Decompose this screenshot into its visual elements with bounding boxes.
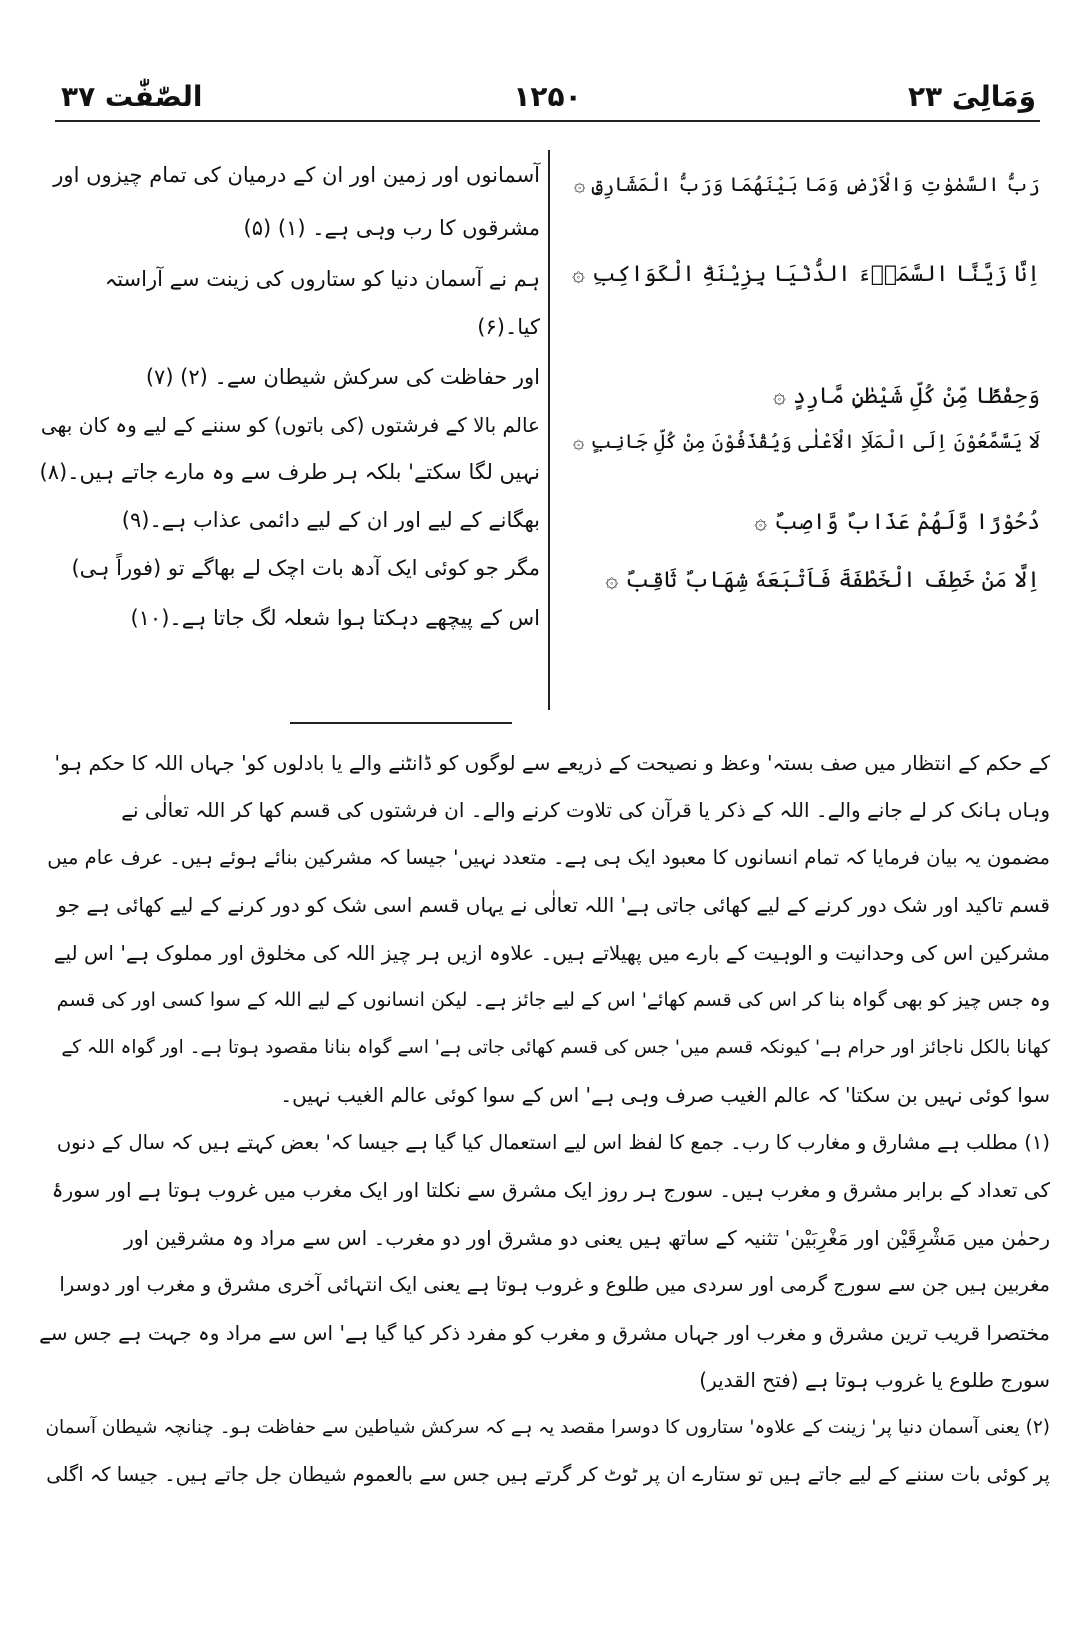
footnote-rule: [290, 722, 512, 724]
para-title: وَمَالِیَ ۲۳: [907, 80, 1036, 113]
translation-line: مشرقوں کا رب وہی ہے۔ (۱) (۵): [243, 216, 540, 240]
footnote-1-line: سورج طلوع یا غروب ہوتا ہے (فتح القدیر): [699, 1368, 1050, 1392]
footnote-1-line: رحمٰن میں مَشْرِقَیْن اور مَغْرِبَیْن' تثنیہ کے ساتھ ہیں یعنی دو مشرق اور دو مغرب۔ اس سے مراد وہ مشرقین اور: [124, 1226, 1050, 1250]
footnote-2-line: پر کوئی بات سننے کے لیے جاتے ہیں تو ستارے ان پر ٹوٹ کر گرتے ہیں جس سے بالعموم شیطان جل جاتے ہیں۔ جیسا کہ اگلی: [46, 1463, 1050, 1486]
translation-line: نہیں لگا سکتے' بلکہ ہر طرف سے وہ مارے جاتے ہیں۔(۸): [39, 460, 540, 484]
ayah-9: دُحُوْرًا وَّلَهُمْ عَذَابٌ وَّاصِبٌ ۞: [754, 510, 1040, 535]
ayah-10: اِلَّا مَنْ خَطِفَ الْخَطْفَةَ فَاَتْبَعَهٗ شِهَابٌ ثَاقِبٌ ۞: [605, 568, 1040, 593]
ayah-5: رَبُّ السَّمٰوٰتِ وَالْاَرْضِ وَمَا بَيْنَهُمَا وَرَبُّ الْمَشَارِقِ ۞: [573, 173, 1040, 196]
commentary-line: قسم تاکید اور شک دور کرنے کے لیے کھائی جاتی ہے' اللہ تعالٰی نے یہاں قسم اسی شک کو دور کرنے کے لیے کھائی ہے جو: [57, 893, 1050, 917]
translation-line: آسمانوں اور زمین اور ان کے درمیان کی تمام چیزوں اور: [53, 163, 540, 187]
ayah-7: وَحِفْظًا مِّنْ كُلِّ شَيْطٰنٍ مَّارِدٍ ۞: [773, 384, 1040, 409]
translation-line: عالم بالا کے فرشتوں (کی باتوں) کو سننے کے لیے وہ کان بھی: [40, 413, 540, 437]
ayah-6: اِنَّا زَيَّنَّا السَّمَاۗءَ الدُّنْيَا بِزِيْنَةِۨ الْكَوَاكِبِ ۞: [572, 262, 1040, 287]
commentary-line: مشرکین اس کی وحدانیت و الوہیت کے بارے میں پھیلاتے ہیں۔ علاوہ ازیں ہر چیز اللہ کی مخلوق اور مملوک ہے' اس لیے: [53, 941, 1050, 965]
commentary-line: وہ جس چیز کو بھی گواہ بنا کر اس کی قسم کھائے' اس کے لیے جائز ہے۔ لیکن انسانوں کے لیے اللہ کے سوا کسی اور کی قسم: [56, 989, 1050, 1011]
running-header: [55, 80, 1040, 122]
footnote-1-line: (۱) مطلب ہے مشارق و مغارب کا رب۔ جمع کا لفظ اس لیے استعمال کیا گیا ہے جیسا کہ' بعض کہتے ہیں کہ سال کے دنوں: [56, 1131, 1050, 1154]
ayah-8: لَا يَسَّمَّعُوْنَ اِلَى الْمَلَاِ الْاَعْلٰى وَيُقْذَفُوْنَ مِنْ كُلِّ جَانِبٍ ۞: [572, 430, 1040, 453]
commentary-line: مضمون یہ بیان فرمایا کہ تمام انسانوں کا معبود ایک ہی ہے۔ متعدد نہیں' جیسا کہ مشرکین بنائے ہوئے ہیں۔ عرف عام میں: [47, 846, 1050, 869]
page-number: ۱۲۵۰: [513, 80, 582, 113]
translation-line: ہم نے آسمان دنیا کو ستاروں کی زینت سے آراستہ: [104, 267, 540, 291]
translation-line: اور حفاظت کی سرکش شیطان سے۔ (۲) (۷): [145, 365, 540, 389]
translation-line: اس کے پیچھے دہکتا ہوا شعلہ لگ جاتا ہے۔(۱۰): [130, 606, 540, 630]
commentary-line: سوا کوئی نہیں بن سکتا' کہ عالم الغیب صرف وہی ہے' اس کے سوا کوئی عالم الغیب نہیں۔: [280, 1083, 1050, 1107]
surah-title: الصّٰفّٰت ۳۷: [61, 80, 203, 113]
translation-line: بھگانے کے لیے اور ان کے لیے دائمی عذاب ہے۔(۹): [121, 508, 540, 532]
commentary-line: کھانا بالکل ناجائز اور حرام ہے' کیونکہ قسم میں' جس کی قسم کھائی جاتی ہے' اسے گواہ بنانا مقصود ہوتا ہے۔ اور گواہ اللہ کے: [61, 1037, 1050, 1058]
footnote-1-line: کی تعداد کے برابر مشرق و مغرب ہیں۔ سورج ہر روز ایک مشرق سے نکلتا اور ایک مغرب میں غروب ہوتا ہے اور سورۂ: [51, 1178, 1050, 1202]
footnote-1-line: مغربین ہیں جن سے سورج گرمی اور سردی میں طلوع و غروب ہوتا ہے یعنی ایک انتہائی آخری مشرق و مغرب اور دوسرا: [59, 1273, 1050, 1296]
translation-line: مگر جو کوئی ایک آدھ بات اچک لے بھاگے تو (فوراً ہی): [71, 556, 540, 580]
column-divider: [548, 150, 550, 710]
commentary-line: وہاں ہانک کر لے جانے والے۔ اللہ کے ذکر یا قرآن کی تلاوت کرنے والے۔ ان فرشتوں کی قسم کھا کر اللہ تعالٰی نے: [121, 798, 1050, 822]
commentary-line: کے حکم کے انتظار میں صف بستہ' وعظ و نصیحت کے ذریعے سے لوگوں کو ڈانٹنے والے یا بادلوں کو' جہاں اللہ کا حکم ہو': [54, 751, 1050, 775]
footnote-2-line: (۲) یعنی آسمان دنیا پر' زینت کے علاوہ' ستاروں کا دوسرا مقصد یہ ہے کہ سرکش شیاطین سے حفاظت ہو۔ چنانچہ شیطان آسمان: [45, 1417, 1050, 1438]
translation-line: کیا۔(۶): [477, 315, 540, 339]
footnote-1-line: مختصرا قریب ترین مشرق و مغرب اور جہاں مشرق و مغرب کو مفرد ذکر کیا گیا ہے' اس سے مراد وہ جہت ہے جس سے: [39, 1321, 1050, 1345]
